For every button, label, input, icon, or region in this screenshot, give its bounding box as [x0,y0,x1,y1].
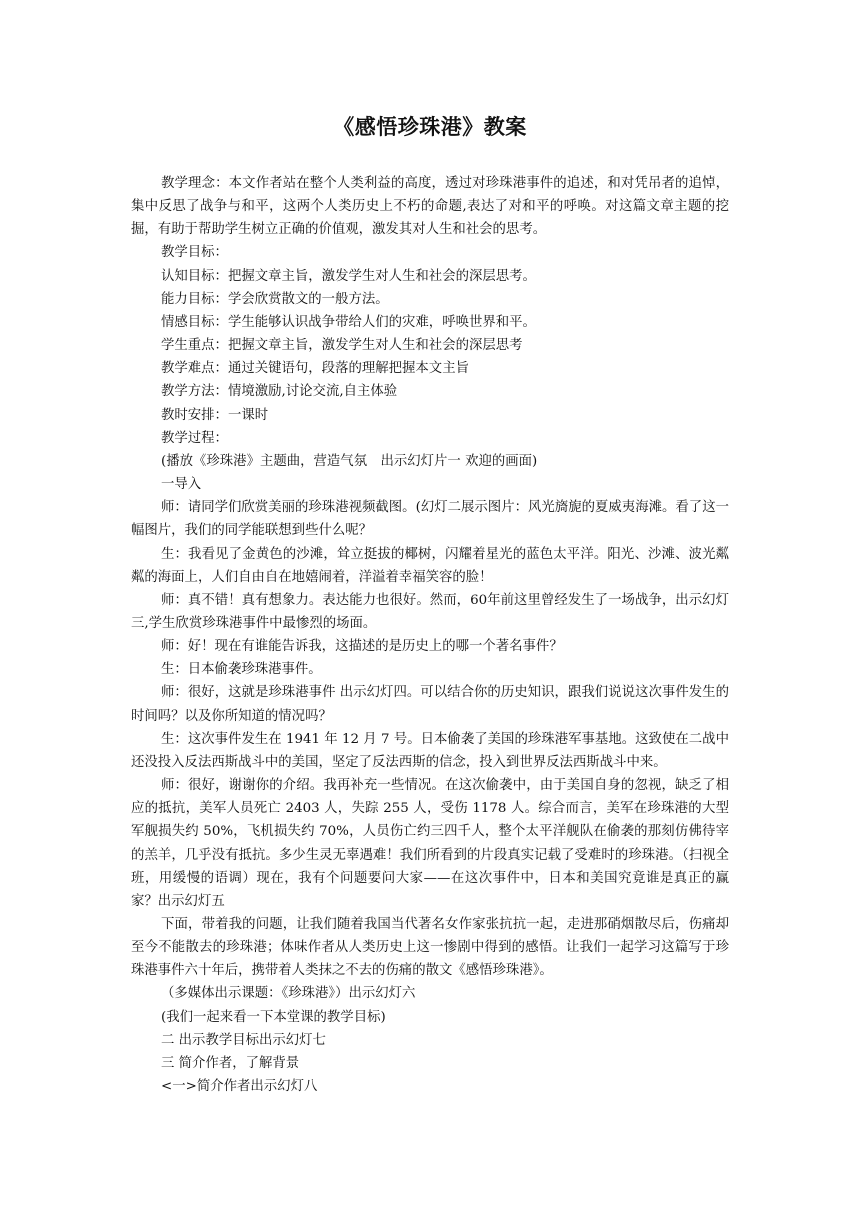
paragraph-class-hours: 教时安排：一课时 [161,407,269,423]
document-title: 《感悟珍珠港》教案 [333,115,527,139]
paragraph-emotional-goal: 情感目标：学生能够认识战争带给人们的灾难，呼唤世界和平。 [161,314,536,330]
paragraph-slide-six: （多媒体出示课题：《珍珠港》）出示幻灯六 [161,986,416,1002]
paragraph-teacher-3: 师：好！现在有谁能告诉我，这描述的是历史上的哪一个著名事件？ [161,639,563,655]
paragraph-teaching-process-heading: 教学过程： [161,430,228,446]
paragraph-teaching-goals-heading: 教学目标： [161,245,228,261]
paragraph-student-2: 生：日本偷袭珍珠港事件。 [161,662,322,678]
paragraph-teacher-4: 师：很好，这就是珍珠港事件 出示幻灯四。可以结合你的历史知识，跟我们说说这次事件发生的时间吗？以及你所知道的情况吗？ [131,685,729,724]
paragraph-teaching-methods: 教学方法：情境激励,讨论交流,自主体验 [161,384,398,400]
paragraph-student-1: 生：我看见了金黄色的沙滩，耸立挺拔的椰树，闪耀着星光的蓝色太平洋。阳光、沙滩、波光粼粼的海面上，人们自由自在地嬉闹着，洋溢着幸福笑容的脸！ [131,546,729,585]
paragraph-transition: 下面，带着我的问题，让我们随着我国当代著名女作家张抗抗一起，走进那硝烟散尽后，伤痛却至今不能散去的珍珠港；体味作者从人类历史上这一惨剧中得到的感悟。让我们一起学习这篇写于珍珠港事件六十年后，携带着人类抹之不去的伤痛的散文《感悟珍珠港》。 [131,917,729,979]
paragraph-ability-goal: 能力目标：学会欣赏散文的一般方法。 [161,291,389,307]
paragraph-section-three: 三 简介作者，了解背景 [161,1055,300,1071]
paragraph-goals-note: (我们一起来看一下本堂课的教学目标) [161,1009,386,1025]
paragraph-key-points: 学生重点：把握文章主旨，激发学生对人生和社会的深层思考 [161,338,523,354]
paragraph-teacher-5: 师：很好，谢谢你的介绍。我再补充一些情况。在这次偷袭中，由于美国自身的忽视，缺乏了相应的抵抗，美军人员死亡 2403 人，失踪 255 人，受伤 1178 人。综合而言，美军在珍珠港的大型军舰损失约 50%，飞机损失约 70%，人员伤亡约三四千人，整个太平洋舰队在偷袭的那刻仿佛待宰的羔羊，几乎没有抵抗。多少生灵无辜遇难！我们所看到的片段真实记载了受难时的珍珠港。（扫视全班，用缓慢的语调）现在，我有个问题要问大家——在这次事件中，日本和美国究竟谁是真正的赢家？出示幻灯五 [131,778,729,909]
document-body [131,172,729,1098]
paragraph-subsection-one: <一>简介作者出示幻灯八 [161,1079,318,1095]
paragraph-section-introduction: 一导入 [161,477,202,493]
paragraph-student-3: 生：这次事件发生在 1941 年 12 月 7 号。日本偷袭了美国的珍珠港军事基地。这致使在二战中还没投入反法西斯战斗中的美国，坚定了反法西斯的信念，投入到世界反法西斯战斗中来。 [131,731,729,770]
paragraph-difficult-points: 教学难点：通过关键语句，段落的理解把握本文主旨 [161,361,469,377]
paragraph-teacher-1: 师：请同学们欣赏美丽的珍珠港视频截图。(幻灯二展示图片：风光旖旎的夏威夷海滩。看了这一幅图片，我们的同学能联想到些什么呢？ [131,500,729,539]
paragraph-teacher-2: 师：真不错！真有想象力。表达能力也很好。然而，60年前这里曾经发生了一场战争，出示幻灯三,学生欣赏珍珠港事件中最惨烈的场面。 [131,592,729,631]
paragraph-theme-song: (播放《珍珠港》主题曲，营造气氛 出示幻灯片一 欢迎的画面) [161,453,538,469]
paragraph-section-two: 二 出示教学目标出示幻灯七 [161,1032,326,1048]
paragraph-cognitive-goal: 认知目标：把握文章主旨，激发学生对人生和社会的深层思考。 [161,268,536,284]
paragraph-teaching-philosophy: 教学理念：本文作者站在整个人类利益的高度，透过对珍珠港事件的追述，和对凭吊者的追悼，集中反思了战争与和平，这两个人类历史上不朽的命题,表达了对和平的呼唤。对这篇文章主题的挖掘，有助于帮助学生树立正确的价值观，激发其对人生和社会的思考。 [131,176,729,238]
